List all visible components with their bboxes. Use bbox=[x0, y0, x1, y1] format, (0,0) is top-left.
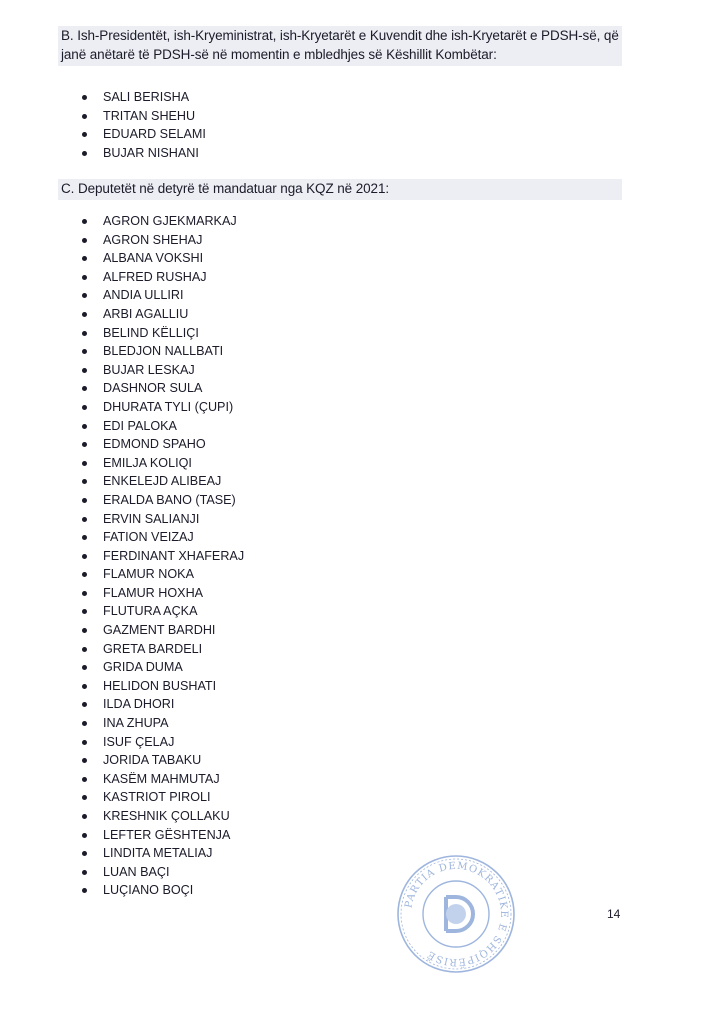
list-item bbox=[82, 733, 244, 752]
bullet-icon bbox=[82, 95, 87, 100]
list-item-label: ARBI AGALLIU bbox=[103, 306, 189, 321]
bullet-icon bbox=[82, 517, 87, 522]
list-item-label: KRESHNIK ÇOLLAKU bbox=[103, 809, 230, 823]
bullet-icon bbox=[82, 888, 87, 893]
bullet-icon bbox=[82, 833, 87, 838]
bullet-icon bbox=[82, 870, 87, 875]
bullet-icon bbox=[82, 721, 87, 726]
bullet-icon bbox=[82, 293, 87, 298]
bullet-icon bbox=[82, 114, 87, 119]
list-item bbox=[82, 658, 244, 677]
bullet-icon bbox=[82, 442, 87, 447]
bullet-icon bbox=[82, 331, 87, 336]
list-item-label: FLAMUR HOXHA bbox=[103, 585, 204, 600]
list-item-label: EMILJA KOLIQI bbox=[103, 455, 192, 470]
list-item bbox=[82, 510, 244, 529]
list-item bbox=[82, 695, 244, 714]
list-item bbox=[82, 324, 244, 343]
bullet-icon bbox=[82, 628, 87, 633]
list-item-label: KASËM MAHMUTAJ bbox=[103, 771, 220, 786]
list-item bbox=[82, 286, 244, 305]
bullet-icon bbox=[82, 758, 87, 763]
list-item bbox=[82, 881, 244, 900]
bullet-icon bbox=[82, 554, 87, 559]
list-item bbox=[82, 807, 244, 826]
bullet-icon bbox=[82, 368, 87, 373]
stamp-ring-text: PARTIA DEMOKRATIKE E SHQIPËRISË bbox=[403, 860, 510, 968]
list-item-label: ISUF ÇELAJ bbox=[103, 734, 175, 749]
list-item bbox=[82, 640, 244, 659]
section-c-list bbox=[82, 212, 244, 900]
bullet-icon bbox=[82, 851, 87, 856]
bullet-icon bbox=[82, 386, 87, 391]
list-item bbox=[82, 770, 244, 789]
bullet-icon bbox=[82, 795, 87, 800]
list-item bbox=[82, 398, 244, 417]
bullet-icon bbox=[82, 591, 87, 596]
list-item-label: ALFRED RUSHAJ bbox=[103, 269, 207, 284]
list-item-label: BUJAR NISHANI bbox=[103, 145, 199, 160]
list-item bbox=[82, 547, 244, 566]
list-item bbox=[82, 88, 206, 107]
list-item bbox=[82, 305, 244, 324]
list-item bbox=[82, 361, 244, 380]
list-item-label: FATION VEIZAJ bbox=[103, 530, 194, 545]
bullet-icon bbox=[82, 814, 87, 819]
list-item-label: HELIDON BUSHATI bbox=[103, 678, 217, 693]
list-item-label: ERVIN SALIANJI bbox=[103, 511, 200, 526]
list-item bbox=[82, 528, 244, 547]
list-item bbox=[82, 584, 244, 603]
list-item bbox=[82, 565, 244, 584]
bullet-icon bbox=[82, 219, 87, 224]
list-item bbox=[82, 714, 244, 733]
party-stamp-icon bbox=[394, 852, 518, 976]
page-number: 14 bbox=[607, 907, 621, 921]
list-item bbox=[82, 826, 244, 845]
section-b-list bbox=[82, 88, 206, 162]
list-item-label: AGRON SHEHAJ bbox=[103, 232, 203, 247]
list-item bbox=[82, 863, 244, 882]
bullet-icon bbox=[82, 424, 87, 429]
list-item bbox=[82, 342, 244, 361]
list-item-label: LUÇIANO BOÇI bbox=[103, 883, 194, 898]
list-item-label: ALBANA VOKSHI bbox=[103, 251, 204, 266]
list-item bbox=[82, 491, 244, 510]
list-item-label: KASTRIOT PIROLI bbox=[103, 790, 211, 805]
bullet-icon bbox=[82, 405, 87, 410]
bullet-icon bbox=[82, 132, 87, 137]
list-item-label: JORIDA TABAKU bbox=[103, 753, 202, 768]
list-item-label: ERALDA BANO (TASE) bbox=[103, 492, 236, 507]
list-item bbox=[82, 231, 244, 250]
list-item-label: BELIND KËLLIÇI bbox=[103, 325, 199, 340]
bullet-icon bbox=[82, 498, 87, 503]
list-item-label: DHURATA TYLI (ÇUPI) bbox=[103, 399, 234, 414]
bullet-icon bbox=[82, 609, 87, 614]
bullet-icon bbox=[82, 702, 87, 707]
bullet-icon bbox=[82, 535, 87, 540]
list-item bbox=[82, 417, 244, 436]
list-item-label: FLUTURA AÇKA bbox=[103, 604, 198, 619]
list-item bbox=[82, 844, 244, 863]
list-item bbox=[82, 621, 244, 640]
bullet-icon bbox=[82, 572, 87, 577]
list-item bbox=[82, 268, 244, 287]
list-item-label: SALI BERISHA bbox=[103, 90, 190, 104]
list-item bbox=[82, 379, 244, 398]
list-item bbox=[82, 144, 206, 163]
list-item-label: TRITAN SHEHU bbox=[103, 108, 196, 123]
list-item-label: EDUARD SELAMI bbox=[103, 127, 206, 142]
list-item-label: LEFTER GËSHTENJA bbox=[103, 827, 231, 842]
bullet-icon bbox=[82, 256, 87, 261]
bullet-icon bbox=[82, 479, 87, 484]
bullet-icon bbox=[82, 740, 87, 745]
list-item-label: EDI PALOKA bbox=[103, 418, 177, 433]
list-item bbox=[82, 435, 244, 454]
list-item bbox=[82, 125, 206, 144]
list-item-label: BLEDJON NALLBATI bbox=[103, 344, 224, 359]
list-item bbox=[82, 107, 206, 126]
bullet-icon bbox=[82, 461, 87, 466]
bullet-icon bbox=[82, 647, 87, 652]
bullet-icon bbox=[82, 349, 87, 354]
list-item-label: BUJAR LESKAJ bbox=[103, 362, 195, 377]
list-item bbox=[82, 454, 244, 473]
list-item-label: AGRON GJEKMARKAJ bbox=[103, 214, 237, 228]
list-item-label: ANDIA ULLIRI bbox=[103, 288, 184, 303]
bullet-icon bbox=[82, 684, 87, 689]
list-item-label: GAZMENT BARDHI bbox=[103, 623, 216, 638]
bullet-icon bbox=[82, 238, 87, 243]
list-item-label: GRETA BARDELI bbox=[103, 641, 203, 656]
bullet-icon bbox=[82, 777, 87, 782]
list-item-label: INA ZHUPA bbox=[103, 716, 169, 731]
bullet-icon bbox=[82, 665, 87, 670]
list-item-label: ENKELEJD ALIBEAJ bbox=[103, 474, 222, 489]
list-item-label: GRIDA DUMA bbox=[103, 660, 183, 675]
list-item-label: DASHNOR SULA bbox=[103, 381, 203, 396]
list-item-label: LUAN BAÇI bbox=[103, 864, 170, 879]
section-c-heading: C. Deputetët në detyrë të mandatuar nga KQZ në 2021: bbox=[58, 179, 622, 200]
list-item bbox=[82, 472, 244, 491]
section-b-heading: B. Ish-Presidentët, ish-Kryeministrat, ish-Kryetarët e Kuvendit dhe ish-Kryetarët e PDSH-së, që janë anëtarë të PDSH-së në momentin e mbledhjes së Këshillit Kombëtar: bbox=[58, 26, 622, 66]
list-item bbox=[82, 677, 244, 696]
bullet-icon bbox=[82, 312, 87, 317]
list-item-label: EDMOND SPAHO bbox=[103, 437, 206, 452]
list-item-label: ILDA DHORI bbox=[103, 697, 175, 712]
list-item bbox=[82, 212, 244, 231]
bullet-icon bbox=[82, 275, 87, 280]
list-item-label: FERDINANT XHAFERAJ bbox=[103, 548, 245, 563]
list-item-label: LINDITA METALIAJ bbox=[103, 846, 213, 861]
list-item bbox=[82, 602, 244, 621]
list-item-label: FLAMUR NOKA bbox=[103, 567, 194, 582]
list-item bbox=[82, 788, 244, 807]
list-item bbox=[82, 751, 244, 770]
list-item bbox=[82, 249, 244, 268]
bullet-icon bbox=[82, 151, 87, 156]
